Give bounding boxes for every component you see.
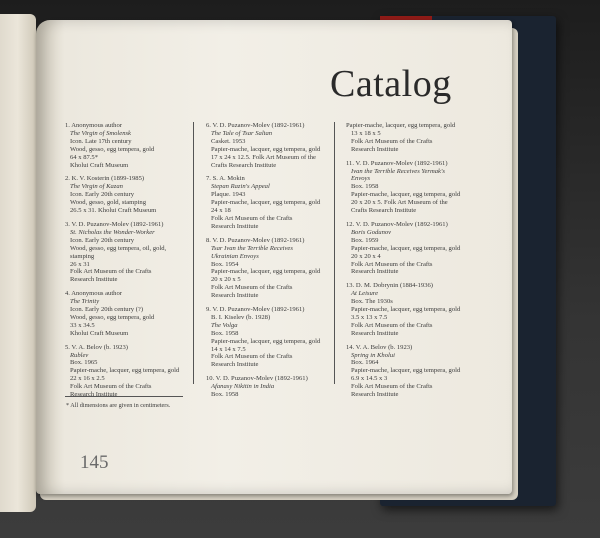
catalog-entry (206, 375, 334, 399)
entry-line: B. I. Kiselev (b. 1928) (211, 313, 271, 321)
entry-line: Folk Art Museum of the Crafts (211, 353, 293, 361)
entry-line: Kholui Craft Museum (70, 329, 129, 337)
entry-line: Research Institute (70, 391, 118, 399)
entry-line: Icon. Early 20th century (70, 236, 135, 244)
entry-line: 64 x 87.5* (70, 153, 99, 161)
entry-line: Ivan the Terrible Receives Yermak's (351, 167, 445, 175)
entry-line: Papier-mache, lacquer, egg tempera, gold (351, 367, 461, 375)
entry-line: Crafts Research Institute (351, 207, 417, 215)
column-divider-1 (193, 122, 194, 384)
left-page-edge (0, 14, 36, 512)
entry-line: Box. 1954 (211, 260, 239, 268)
entry-line: Folk Art Museum of the Crafts (211, 214, 293, 222)
entry-line: Box. 1958 (211, 329, 239, 337)
catalog-column-1 (65, 122, 183, 405)
entry-line: Plaque. 1943 (211, 191, 246, 199)
entry-line: Folk Art Museum of the Crafts (70, 383, 152, 391)
entry-line: Research Institute (211, 222, 259, 230)
entry-line: 13 x 18 x 5 (351, 129, 381, 137)
entry-line: Research Institute (351, 268, 399, 276)
page-title: Catalog (330, 63, 452, 105)
catalog-entry (65, 344, 183, 399)
entry-line: 11. V. D. Puzanov-Molev (1892-1961) (346, 159, 448, 167)
entry-line: Papier-mache, lacquer, egg tempera, gold (211, 145, 321, 153)
entry-line: Envoys (351, 175, 371, 183)
entry-line: 3. V. D. Puzanov-Molev (1892-1961) (65, 220, 164, 228)
entry-line: Rublev (70, 351, 89, 359)
entry-line: The Virgin of Smolensk (70, 129, 131, 137)
entry-line: 26.5 x 31. Kholui Craft Museum (70, 207, 157, 215)
entry-line: Boris Godunov (351, 228, 392, 236)
entry-line: Research Institute (351, 391, 399, 399)
entry-line: The Volga (211, 321, 238, 329)
entry-line: 13. D. M. Dobrynin (1884-1936) (346, 282, 433, 290)
catalog-entry (346, 160, 464, 215)
entry-line: 2. K. V. Kosterin (1899-1985) (65, 175, 145, 183)
entry-line: Folk Art Museum of the Crafts (351, 321, 433, 329)
catalog-entry (346, 221, 464, 276)
entry-line: Folk Art Museum of the Crafts (351, 137, 433, 145)
entry-line: Box. 1958 (351, 183, 379, 191)
entry-line: Wood, gesso, egg tempera, gold (70, 145, 155, 153)
entry-line: 33 x 34.5 (70, 321, 95, 329)
entry-line: At Leisure (351, 290, 379, 298)
entry-line: 5. V. A. Belov (b. 1923) (65, 343, 128, 351)
entry-line: 6.9 x 14.5 x 3 (351, 375, 388, 383)
entry-line: 14 x 14 x 7.5 (211, 345, 246, 353)
entry-line: Research Institute (351, 145, 399, 153)
entry-line: 7. S. A. Mokin (206, 175, 245, 183)
entry-line: St. Nicholas the Wonder-Worker (70, 228, 155, 236)
entry-line: Research Institute (70, 276, 118, 284)
entry-line: Wood, gesso, gold, stamping (70, 199, 147, 207)
catalog-entry (65, 221, 183, 284)
footnote: * All dimensions are given in centimeters. (66, 402, 171, 409)
entry-line: Folk Art Museum of the Crafts (211, 284, 293, 292)
footnote-rule (65, 396, 183, 397)
entry-line: 22 x 16 x 2.5 (70, 375, 105, 383)
entry-line: Afanasy Nikitin in India (211, 383, 275, 391)
entry-line: Papier-mache, lacquer, egg tempera, gold (346, 122, 456, 129)
entry-line: Spring in Kholui (351, 351, 395, 359)
entry-line: Papier-mache, lacquer, egg tempera, gold (70, 367, 180, 375)
entry-line: Papier-mache, lacquer, egg tempera, gold (351, 306, 461, 314)
entry-line: Papier-mache, lacquer, egg tempera, gold (211, 268, 321, 276)
entry-line: Wood, gesso, egg tempera, oil, gold, (70, 244, 167, 252)
entry-line: Research Institute (211, 292, 259, 300)
entry-line: 26 x 31 (70, 260, 90, 268)
entry-line: 20 x 20 x 4 (351, 252, 381, 260)
column-divider-2 (334, 122, 335, 384)
catalog-column-2 (206, 122, 334, 405)
entry-line: Papier-mache, lacquer, egg tempera, gold (211, 199, 321, 207)
entry-line: 4. Anonymous author (65, 290, 122, 298)
entry-line: 20 x 20 x 5 (211, 276, 241, 284)
entry-line: Box. 1964 (351, 359, 379, 367)
entry-line: 12. V. D. Puzanov-Molev (1892-1961) (346, 220, 448, 228)
entry-line: Tsar Ivan the Terrible Receives (211, 244, 293, 252)
entry-line: 17 x 24 x 12.5. Folk Art Museum of the (211, 153, 316, 161)
entry-line: Box. The 1930s (351, 298, 393, 306)
entry-line: Folk Art Museum of the Crafts (70, 268, 152, 276)
entry-line: Papier-mache, lacquer, egg tempera, gold (351, 244, 461, 252)
entry-line: 3.5 x 13 x 7.5 (351, 313, 388, 321)
entry-line: The Virgin of Kazan (70, 183, 123, 191)
entry-line: 6. V. D. Puzanov-Molev (1892-1961) (206, 122, 305, 129)
catalog-entry (65, 175, 183, 215)
entry-line: 8. V. D. Puzanov-Molev (1892-1961) (206, 236, 305, 244)
catalog-entry (346, 282, 464, 337)
catalog-entry (206, 237, 334, 300)
entry-line: Research Institute (211, 361, 259, 369)
entry-line: Kholui Craft Museum (70, 161, 129, 169)
catalog-entry (206, 122, 334, 169)
entry-line: Box. 1959 (351, 236, 379, 244)
page-number: 145 (80, 452, 109, 473)
catalog-entry (206, 306, 334, 369)
entry-line: Box. 1965 (70, 359, 98, 367)
entry-line: 10. V. D. Puzanov-Molev (1892-1961) (206, 375, 308, 383)
catalog-entry (206, 175, 334, 230)
catalog-entry (65, 122, 183, 169)
entry-line: Icon. Early 20th century (70, 191, 135, 199)
entry-line: 9. V. D. Puzanov-Molev (1892-1961) (206, 306, 305, 314)
entry-line: Box. 1958 (211, 391, 239, 399)
entry-line: Research Institute (351, 329, 399, 337)
entry-line: The Tale of Tsar Saltan (211, 129, 273, 137)
entry-line: stamping (70, 252, 95, 260)
entry-line: Casket. 1953 (211, 137, 246, 145)
entry-line: Folk Art Museum of the Crafts (351, 260, 433, 268)
entry-line: Icon. Late 17th century (70, 137, 132, 145)
entry-line: 1. Anonymous author (65, 122, 122, 129)
entry-line: 20 x 20 x 5. Folk Art Museum of the (351, 199, 448, 207)
entry-line: Icon. Early 20th century (?) (70, 306, 144, 314)
entry-line: Folk Art Museum of the Crafts (351, 383, 433, 391)
catalog-column-3 (346, 122, 464, 405)
entry-line: 24 x 18 (211, 207, 231, 215)
entry-line: The Trinity (70, 298, 100, 306)
entry-line: 14. V. A. Belov (b. 1923) (346, 343, 413, 351)
catalog-entry (346, 344, 464, 399)
entry-line: Papier-mache, lacquer, egg tempera, gold (351, 191, 461, 199)
entry-line: Crafts Research Institute (211, 161, 277, 169)
entry-line: Wood, gesso, egg tempera, gold (70, 313, 155, 321)
catalog-entry (346, 122, 464, 154)
catalog-entry (65, 290, 183, 337)
entry-line: Stepan Razin's Appeal (211, 183, 270, 191)
entry-line: Ukrainian Envoys (211, 252, 259, 260)
entry-line: Papier-mache, lacquer, egg tempera, gold (211, 337, 321, 345)
